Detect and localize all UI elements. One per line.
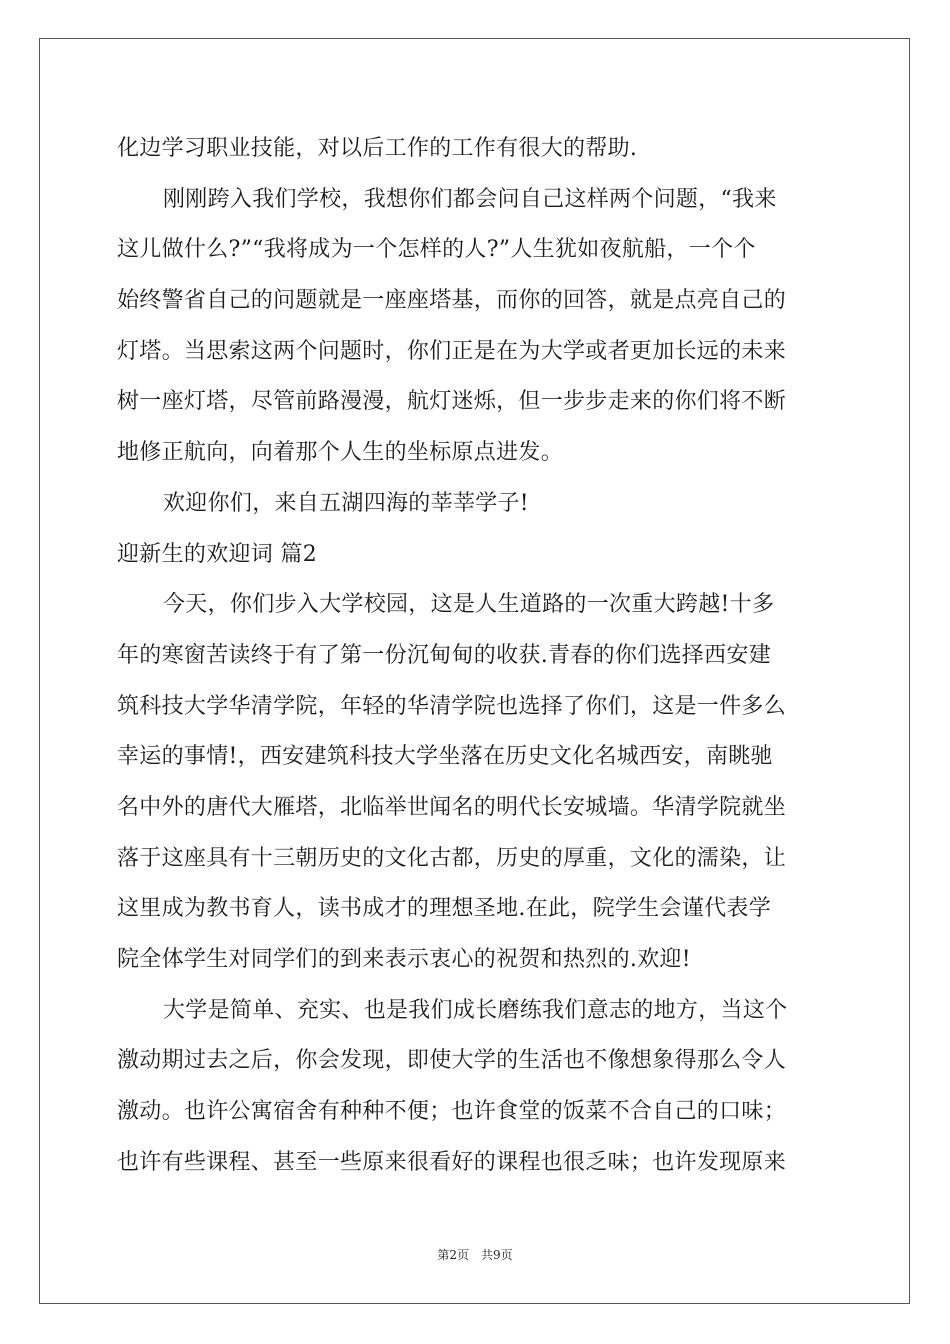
paragraph-start-line: 欢迎你们，来自五湖四海的莘莘学子! <box>163 490 529 516</box>
text-line: 化边学习职业技能，对以后工作的工作有很大的帮助. <box>117 136 638 161</box>
paragraph-start-line: 大学是简单、充实、也是我们成长磨练我们意志的地方，当这个 <box>163 997 788 1023</box>
text-line: 落于这座具有十三朝历史的文化古都，历史的厚重，文化的濡染，让 <box>117 845 787 871</box>
text-line: 激动期过去之后，你会发现，即使大学的生活也不像想象得那么令人 <box>117 1048 787 1074</box>
paragraph-start-line: 今天，你们步入大学校园，这是人生道路的一次重大跨越!十多 <box>163 592 775 618</box>
document-body <box>117 124 832 1188</box>
text-line: 这儿做什么?”“我将成为一个怎样的人?”人生犹如夜航船，一个个 <box>117 237 756 263</box>
page-number: 第2页 共9页 <box>437 1248 513 1262</box>
text-line: 地修正航向，向着那个人生的坐标原点进发。 <box>117 440 564 466</box>
text-line: 也许有些课程、甚至一些原来很看好的课程也很乏味；也许发现原来 <box>117 1149 787 1175</box>
text-line: 激动。也许公寓宿舍有种种不便；也许食堂的饭菜不合自己的口味； <box>117 1099 787 1125</box>
text-line: 幸运的事情!，西安建筑科技大学坐落在历史文化名城西安，南眺驰 <box>117 744 773 770</box>
text-line: 院全体学生对同学们的到来表示衷心的祝贺和热烈的.欢迎! <box>117 947 691 972</box>
paragraph-start-line: 刚刚跨入我们学校，我想你们都会问自己这样两个问题，“我来 <box>163 186 777 212</box>
text-line: 筑科技大学华清学院，年轻的华清学院也选择了你们，这是一件多么 <box>117 693 787 719</box>
text-line: 始终警省自己的问题就是一座座塔基，而你的回答，就是点亮自己的 <box>117 288 787 314</box>
text-line: 年的寒窗苦读终于有了第一份沉甸甸的收获.青春的你们选择西安建 <box>117 642 771 668</box>
text-line: 灯塔。当思索这两个问题时，你们正是在为大学或者更加长远的未来 <box>117 338 787 364</box>
text-line: 这里成为教书育人，读书成才的理想圣地.在此，院学生会谨代表学 <box>117 896 771 922</box>
section-heading: 迎新生的欢迎词 篇2 <box>117 541 317 567</box>
text-line: 树一座灯塔，尽管前路漫漫，航灯迷烁，但一步步走来的你们将不断 <box>117 389 787 415</box>
text-line: 名中外的唐代大雁塔，北临举世闻名的明代长安城墙。华清学院就坐 <box>117 794 787 820</box>
